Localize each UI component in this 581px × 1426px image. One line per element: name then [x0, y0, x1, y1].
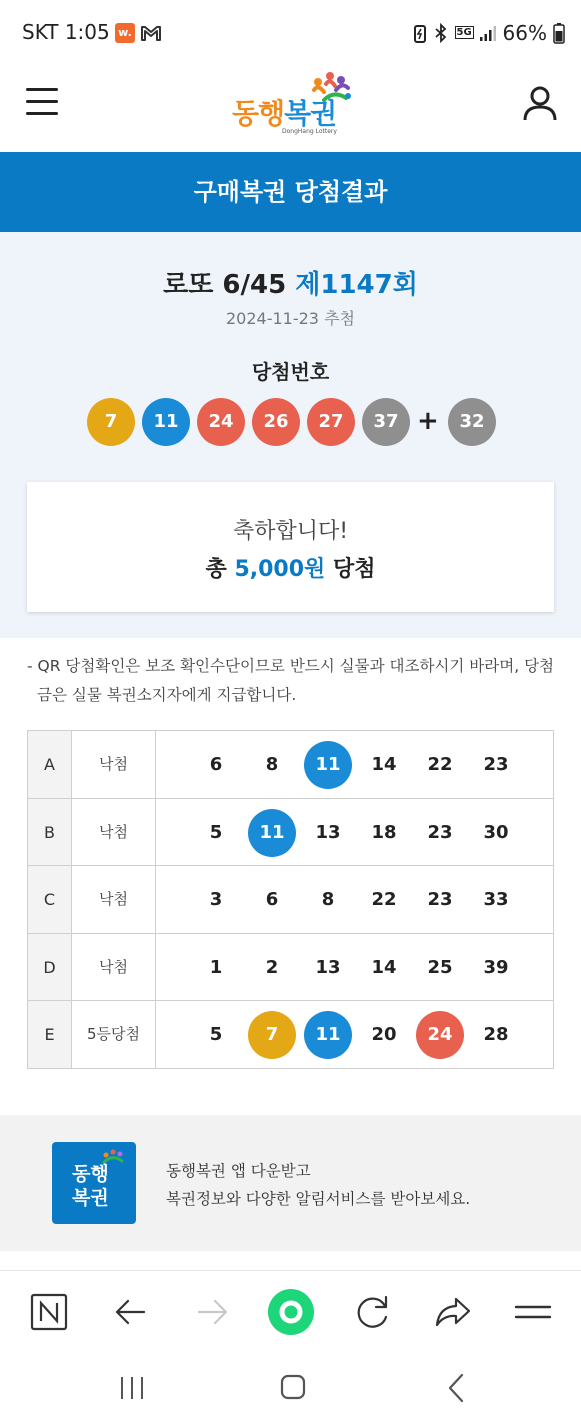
app-logo-line-1: 동행: [72, 1163, 109, 1185]
round-title: [0, 264, 581, 301]
forward-arrow-icon[interactable]: [189, 1289, 235, 1335]
ticket-number: 13: [315, 956, 341, 978]
ticket-result: 낙첨: [72, 866, 156, 933]
promo-line-2: 복권정보와 다양한 알림서비스를 받아보세요.: [166, 1190, 471, 1208]
ticket-number: 8: [321, 889, 335, 910]
ticket-number-matched: 11: [304, 1011, 352, 1059]
ticket-number: 28: [483, 1024, 509, 1045]
gmail-notification-icon: [140, 22, 162, 44]
ticket-result: 낙첨: [72, 799, 156, 866]
ticket-number: 22: [371, 889, 397, 910]
ticket-number: 1: [209, 956, 223, 978]
ticket-number: 5: [209, 821, 223, 843]
app-logo-line-2: 복권: [72, 1187, 109, 1209]
back-icon[interactable]: [436, 1370, 476, 1406]
battery-icon: [553, 22, 565, 44]
ticket-number: 20: [371, 1024, 397, 1045]
plus-sign: +: [417, 406, 439, 436]
signal-icon: [479, 24, 497, 42]
ticket-number: 13: [315, 821, 341, 843]
result-section: [0, 232, 581, 638]
bonus-ball: 32: [448, 398, 496, 446]
battery-percent: 66%: [502, 21, 547, 45]
battery-saver-icon: [413, 23, 427, 43]
ticket-number: 30: [483, 821, 509, 843]
green-dot-icon[interactable]: [267, 1288, 315, 1336]
ticket-number: 14: [371, 754, 397, 775]
ticket-number: 18: [371, 821, 397, 843]
ticket-table: [27, 730, 554, 1069]
app-logo[interactable]: [52, 1142, 136, 1224]
ticket-result: 5등당첨: [72, 1001, 156, 1068]
refresh-icon[interactable]: [349, 1289, 395, 1335]
winning-ball: 26: [252, 398, 300, 446]
winning-ball: 27: [307, 398, 355, 446]
app-logo-text: [72, 1162, 109, 1210]
winning-ball: 7: [87, 398, 135, 446]
logo-wordmark: [232, 92, 336, 132]
winning-numbers: [0, 398, 581, 448]
prize-prefix: 총: [205, 557, 227, 582]
logo-text-2: 복권: [284, 97, 337, 130]
hamburger-menu-icon[interactable]: [26, 88, 60, 122]
ticket-id: C: [28, 866, 72, 933]
winning-ball: 24: [197, 398, 245, 446]
ticket-number: 6: [265, 889, 279, 910]
status-right: [413, 18, 565, 48]
game-name: 로또 6/45: [163, 270, 287, 300]
ticket-number-matched: 24: [416, 1011, 464, 1059]
table-row: [28, 866, 554, 934]
prize-card: [27, 482, 554, 612]
wavve-notification-icon: w.: [115, 23, 135, 43]
app-header: [0, 66, 581, 152]
user-profile-icon[interactable]: [521, 84, 559, 122]
prize-total: [27, 552, 554, 583]
winning-ball: 37: [362, 398, 410, 446]
ticket-id: E: [28, 1001, 72, 1068]
ticket-number: 6: [209, 754, 223, 775]
network-type: 5G: [456, 27, 472, 38]
round-number: 제1147회: [295, 270, 418, 300]
winning-ball: 11: [142, 398, 190, 446]
ticket-id: B: [28, 799, 72, 866]
table-row: [28, 731, 554, 799]
bluetooth-icon: [433, 23, 449, 43]
status-time: SKT 1:05: [22, 20, 110, 44]
notice-line-1: - QR 당첨확인은 보조 확인수단이므로 반드시 실물과 대조하시기 바라며, 당첨: [27, 657, 555, 675]
draw-date: 2024-11-23 추첨: [226, 309, 355, 328]
winning-numbers-label: 당첨번호: [251, 360, 330, 384]
ticket-number: 25: [427, 956, 453, 978]
qr-notice: [27, 652, 557, 710]
promo-line-1: 동행복권 앱 다운받고: [166, 1162, 311, 1180]
status-bar: [0, 0, 581, 66]
prize-suffix: 당첨: [332, 557, 376, 582]
app-promo: [0, 1115, 581, 1251]
ticket-id: D: [28, 934, 72, 1001]
browser-toolbar: [0, 1270, 581, 1354]
ticket-number: 14: [371, 956, 397, 978]
table-row: [28, 934, 554, 1002]
ticket-number-matched: 11: [248, 809, 296, 857]
table-row: [28, 1001, 554, 1069]
table-row: [28, 799, 554, 867]
ticket-number: 3: [209, 889, 223, 910]
back-arrow-icon[interactable]: [108, 1289, 154, 1335]
ticket-number: 23: [427, 889, 453, 910]
ticket-number: 39: [483, 956, 509, 978]
ticket-number: 23: [483, 754, 509, 775]
logo-text-1: 동행: [232, 97, 285, 130]
5g-icon: [455, 28, 473, 38]
donghang-logo[interactable]: [228, 70, 358, 136]
logo-subtitle: DongHang Lottery: [282, 128, 337, 135]
home-icon[interactable]: [273, 1370, 313, 1406]
naver-home-icon[interactable]: [26, 1289, 72, 1335]
ticket-number: 22: [427, 754, 453, 775]
congrats-text: 축하합니다!: [232, 519, 349, 544]
share-icon[interactable]: [430, 1289, 476, 1335]
ticket-number: 33: [483, 889, 509, 910]
promo-text[interactable]: [166, 1157, 470, 1213]
android-nav-bar: [0, 1354, 581, 1426]
menu-lines-icon[interactable]: [510, 1289, 556, 1335]
notice-line-2: 금은 실물 복권소지자에게 지급합니다.: [37, 686, 297, 704]
ticket-id: A: [28, 731, 72, 798]
prize-amount: 5,000원: [234, 557, 326, 582]
recent-apps-icon[interactable]: [112, 1370, 152, 1406]
ticket-number-matched: 11: [304, 741, 352, 789]
ticket-result: 낙첨: [72, 731, 156, 798]
page-title: 구매복권 당첨결과: [0, 152, 581, 232]
ticket-number: 5: [209, 1024, 223, 1045]
ticket-number: 8: [265, 754, 279, 775]
ticket-result: 낙첨: [72, 934, 156, 1001]
ticket-number: 23: [427, 821, 453, 843]
ticket-number: 2: [265, 956, 279, 978]
ticket-number-matched: 7: [248, 1011, 296, 1059]
